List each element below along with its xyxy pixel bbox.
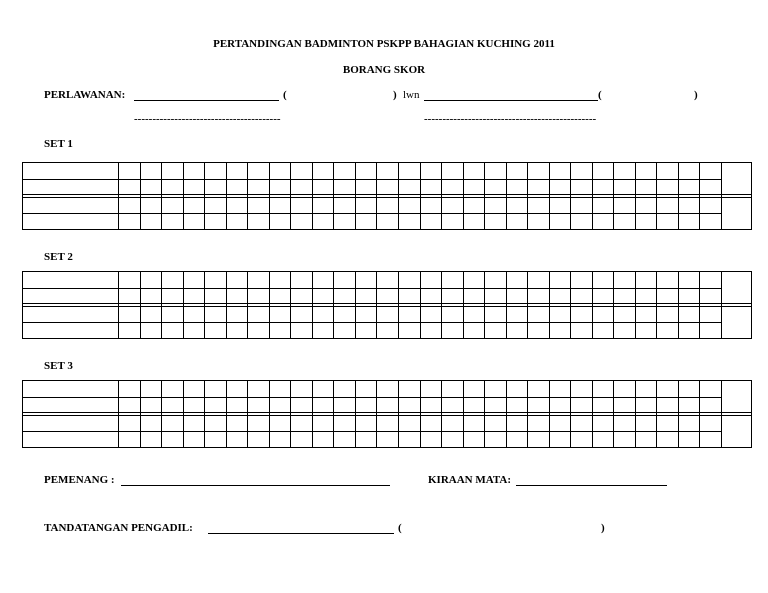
team1-dash-line: ---------------------------------------- bbox=[134, 113, 281, 125]
form-subtitle: BORANG SKOR bbox=[342, 64, 426, 76]
team1-close-paren: ) bbox=[393, 89, 397, 101]
set-3-score-table[interactable] bbox=[22, 380, 752, 448]
winner-label: PEMENANG : bbox=[44, 474, 115, 486]
team2-close-paren: ) bbox=[694, 89, 698, 101]
team1-name-field[interactable] bbox=[134, 100, 279, 101]
set-1-label: SET 1 bbox=[44, 138, 73, 150]
eye-count-label: KIRAAN MATA: bbox=[428, 474, 511, 486]
team2-name-field[interactable] bbox=[424, 100, 598, 101]
team2-dash-line: ----------------------------------------------- bbox=[424, 113, 597, 125]
umpire-signature-field[interactable] bbox=[208, 533, 394, 534]
set-1-score-grid[interactable] bbox=[22, 162, 752, 230]
grid-border bbox=[23, 272, 752, 339]
umpire-close-paren: ) bbox=[601, 522, 605, 534]
grid-border bbox=[23, 163, 752, 230]
team2-open-paren: ( bbox=[598, 89, 602, 101]
set-2-label: SET 2 bbox=[44, 251, 73, 263]
set-2-score-table[interactable] bbox=[22, 271, 752, 339]
eye-count-field[interactable] bbox=[516, 485, 667, 486]
versus-label: lwn bbox=[403, 89, 420, 101]
set-2-score-grid[interactable] bbox=[22, 271, 752, 339]
set-3-score-grid[interactable] bbox=[22, 380, 752, 448]
set-1-score-table[interactable] bbox=[22, 162, 752, 230]
umpire-signature-label: TANDATANGAN PENGADIL: bbox=[44, 522, 193, 534]
set-3-label: SET 3 bbox=[44, 360, 73, 372]
team1-open-paren: ( bbox=[283, 89, 287, 101]
form-title: PERTANDINGAN BADMINTON PSKPP BAHAGIAN KUCHING 2011 bbox=[213, 38, 555, 50]
grid-border bbox=[23, 381, 752, 448]
umpire-open-paren: ( bbox=[398, 522, 402, 534]
winner-field[interactable] bbox=[121, 485, 390, 486]
match-label: PERLAWANAN: bbox=[44, 89, 126, 101]
